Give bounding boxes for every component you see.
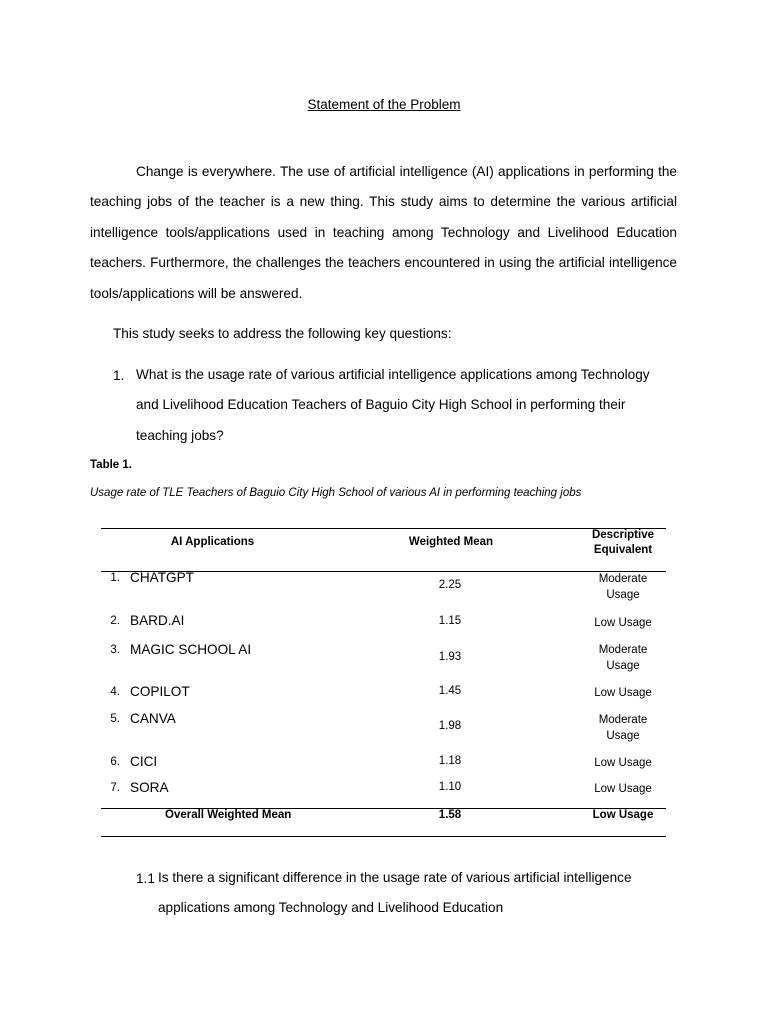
row-weighted-mean: 1.18	[438, 755, 462, 767]
intro-paragraph	[90, 157, 677, 309]
row-desc-line2: Usage	[606, 589, 640, 601]
row-descriptive-equivalent	[578, 781, 668, 797]
row-descriptive-equivalent	[578, 642, 668, 674]
row-app-name: MAGIC SCHOOL AI	[130, 642, 252, 657]
table-caption: Usage rate of TLE Teachers of Baguio City High School of various AI in performing teaching jobs	[90, 487, 582, 499]
row-weighted-mean: 1.10	[438, 781, 462, 793]
row-weighted-mean: 1.45	[438, 685, 462, 697]
row-desc-line1: Low Usage	[594, 783, 652, 795]
question-1-1-number: 1.1	[136, 871, 155, 886]
row-desc-line1: Moderate	[598, 714, 648, 726]
overall-mean: 1.58	[438, 809, 462, 821]
row-app-name: SORA	[130, 780, 169, 795]
row-desc-line1: Moderate	[598, 644, 648, 656]
row-descriptive-equivalent	[578, 712, 668, 744]
row-desc-line1: Moderate	[598, 573, 648, 585]
row-descriptive-equivalent	[578, 755, 668, 771]
row-app-name: CHATGPT	[130, 570, 194, 585]
question-1-1-text: Is there a significant difference in the usage rate of various artificial intelligence applications among Technology and Livelihood Education	[158, 870, 632, 916]
row-descriptive-equivalent	[578, 571, 668, 603]
question-1-text: What is the usage rate of various artificial intelligence applications among Technology and Livelihood Education Teachers of Baguio City High School in performing their teaching jobs?	[136, 367, 650, 443]
row-descriptive-equivalent	[578, 615, 668, 631]
row-number: 6.	[110, 756, 120, 768]
row-number: 4.	[110, 686, 120, 698]
table-label: Table 1.	[90, 459, 132, 471]
header-ai-applications: AI Applications	[170, 536, 255, 548]
question-1-number: 1.	[113, 368, 125, 383]
row-desc-line2: Usage	[606, 660, 640, 672]
row-app-name: COPILOT	[130, 684, 190, 699]
lead-sentence: This study seeks to address the following key questions:	[113, 326, 452, 341]
row-descriptive-equivalent	[578, 685, 668, 701]
intro-paragraph-text: Change is everywhere. The use of artificial intelligence (AI) applications in performing the teaching jobs of the teacher is a new thing. This study aims to determine the various artificial intelligence tools/applications used in teaching among Technology and Livelihood Education teachers. Furthermore, the challenges the teachers encountered in using the artificial intelligence tools/applications will be answered.	[90, 164, 677, 301]
row-number: 2.	[110, 615, 120, 627]
row-desc-line1: Low Usage	[594, 617, 652, 629]
header-descriptive-equivalent	[578, 528, 668, 558]
header-desc-line2: Equivalent	[593, 544, 653, 556]
row-weighted-mean: 1.98	[438, 720, 462, 732]
row-weighted-mean: 1.15	[438, 615, 462, 627]
row-desc-line1: Low Usage	[594, 687, 652, 699]
header-weighted-mean: Weighted Mean	[408, 536, 494, 548]
table-bottom-rule	[101, 836, 666, 837]
row-weighted-mean: 2.25	[438, 579, 462, 591]
row-weighted-mean: 1.93	[438, 651, 462, 663]
row-app-name: BARD.AI	[130, 613, 185, 628]
row-number: 7.	[110, 782, 120, 794]
overall-label: Overall Weighted Mean	[165, 809, 292, 821]
row-app-name: CANVA	[130, 711, 176, 726]
page-title: Statement of the Problem	[307, 97, 461, 112]
row-number: 5.	[110, 713, 120, 725]
row-app-name: CICI	[130, 754, 158, 769]
overall-desc: Low Usage	[592, 809, 654, 821]
row-desc-line2: Usage	[606, 730, 640, 742]
header-desc-line1: Descriptive	[591, 529, 654, 541]
row-number: 1.	[110, 572, 120, 584]
row-desc-line1: Low Usage	[594, 757, 652, 769]
row-number: 3.	[110, 644, 120, 656]
